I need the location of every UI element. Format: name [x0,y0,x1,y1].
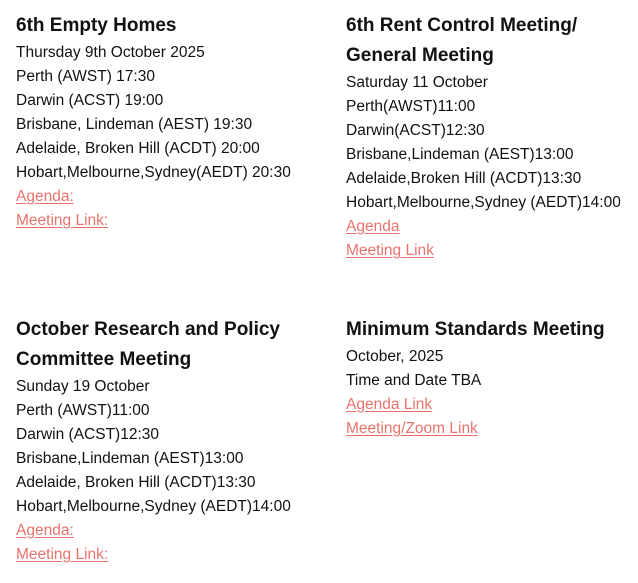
meeting-time-darwin: Darwin (ACST) 19:00 [16,92,164,109]
meeting-card-research-policy [16,315,291,567]
agenda-link[interactable]: Agenda [346,218,400,235]
meeting-link[interactable]: Meeting Link: [16,212,109,229]
meeting-time-hobart: Hobart,Melbourne,Sydney (AEDT)14:00 [346,194,621,211]
meeting-title: 6th Empty Homes [16,15,177,36]
meeting-time-darwin: Darwin (ACST)12:30 [16,426,159,443]
meeting-time-perth: Perth (AWST) 17:30 [16,68,155,85]
meeting-date: October, 2025 [346,348,444,365]
meeting-card-rent-control [346,11,621,263]
meeting-date: Sunday 19 October [16,378,150,395]
meeting-time-adelaide: Adelaide, Broken Hill (ACDT)13:30 [16,474,256,491]
agenda-link[interactable]: Agenda Link [346,396,433,413]
meeting-title: 6th Rent Control Meeting/ General Meeting [346,15,578,66]
meeting-card-empty-homes [16,11,316,233]
meeting-time-darwin: Darwin(ACST)12:30 [346,122,485,139]
zoom-meeting-link[interactable]: Meeting/Zoom Link [346,420,478,437]
meeting-time-hobart: Hobart,Melbourne,Sydney (AEDT)14:00 [16,498,291,515]
meeting-time-hobart: Hobart,Melbourne,Sydney(AEDT) 20:30 [16,164,291,181]
meeting-date: Thursday 9th October 2025 [16,44,205,61]
agenda-link[interactable]: Agenda: [16,522,74,539]
meeting-time-perth: Perth (AWST)11:00 [16,402,150,419]
meeting-link[interactable]: Meeting Link [346,242,434,259]
meeting-date: Saturday 11 October [346,74,488,91]
meeting-time-adelaide: Adelaide,Broken Hill (ACDT)13:30 [346,170,582,187]
meeting-time-perth: Perth(AWST)11:00 [346,98,476,115]
meeting-title: Minimum Standards Meeting [346,319,605,340]
meeting-link[interactable]: Meeting Link: [16,546,109,563]
agenda-link[interactable]: Agenda: [16,188,74,205]
meeting-time-brisbane: Brisbane, Lindeman (AEST) 19:30 [16,116,253,133]
meeting-time-note: Time and Date TBA [346,372,482,389]
meeting-title: October Research and Policy Committee Meeting [16,319,280,370]
meeting-time-adelaide: Adelaide, Broken Hill (ACDT) 20:00 [16,140,260,157]
meeting-time-brisbane: Brisbane,Lindeman (AEST)13:00 [346,146,574,163]
meeting-card-minimum-standards [346,315,631,441]
meeting-time-brisbane: Brisbane,Lindeman (AEST)13:00 [16,450,244,467]
